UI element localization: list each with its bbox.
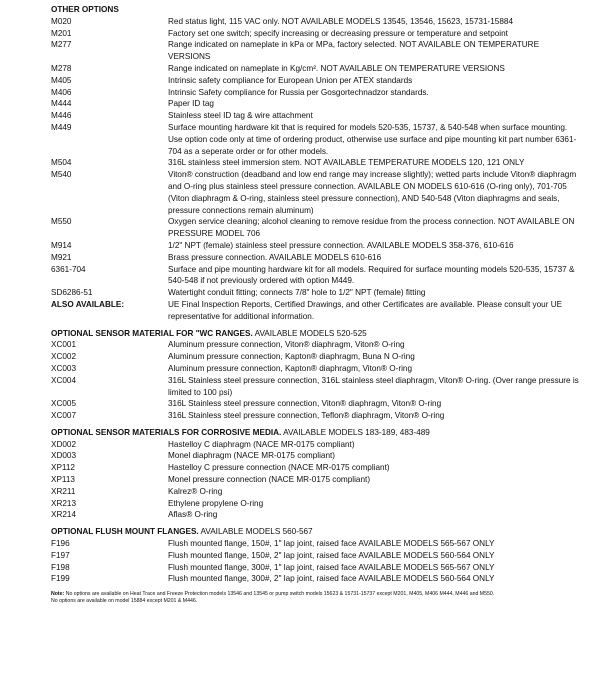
section-title — [51, 328, 586, 340]
option-description: Range indicated on nameplate in Kg/cm². NOT AVAILABLE ON TEMPERATURE VERSIONS — [168, 63, 505, 73]
option-code: F196 — [51, 539, 70, 549]
section-title — [51, 427, 586, 439]
section-title-availability: AVAILABLE MODELS 560-567 — [198, 527, 313, 537]
option-description: 316L stainless steel immersion stem. NOT AVAILABLE TEMPERATURE MODELS 120, 121 ONLY — [168, 158, 525, 168]
option-description: Surface mounting hardware kit that is required for models 520-535, 15737, & 540-548 when surface mounting. Use option code only at time of ordering product, otherwise use surface and pipe mounting kit part number 6361-704 as a seperate order or for other models. — [168, 122, 577, 156]
option-description: Brass pressure connection. AVAILABLE MODELS 610-616 — [168, 252, 382, 262]
option-code: M405 — [51, 75, 72, 85]
option-row — [51, 110, 586, 122]
option-description: 316L Stainless steel pressure connection, Teflon® diaphragm, Viton® O-ring — [168, 411, 445, 421]
option-code: XP113 — [51, 475, 75, 485]
option-code: M914 — [51, 240, 72, 250]
option-code: M446 — [51, 111, 72, 121]
option-description: Watertight conduit fitting; connects 7/8" hole to 1/2" NPT (female) fitting — [168, 288, 426, 298]
footnote-line-1 — [51, 591, 586, 598]
option-code: XC004 — [51, 375, 77, 385]
option-code: F197 — [51, 550, 70, 560]
option-description: Flush mounted flange, 150#, 1" lap joint, raised face AVAILABLE MODELS 565-567 ONLY — [168, 539, 495, 549]
option-code: M444 — [51, 99, 72, 109]
option-code: F199 — [51, 574, 70, 584]
option-section — [51, 328, 586, 422]
option-row — [51, 75, 586, 87]
option-row — [51, 375, 586, 399]
option-row — [51, 550, 586, 562]
section-title — [51, 4, 586, 16]
option-sections — [51, 4, 586, 585]
option-code: XC001 — [51, 340, 77, 350]
option-row — [51, 28, 586, 40]
option-description: Flush mounted flange, 300#, 1" lap joint, raised face AVAILABLE MODELS 565-567 ONLY — [168, 562, 495, 572]
option-code: XR211 — [51, 486, 76, 496]
option-row — [51, 498, 586, 510]
option-code: M406 — [51, 87, 72, 97]
section-title-text: OTHER OPTIONS — [51, 5, 119, 14]
option-row — [51, 264, 586, 288]
option-description: Flush mounted flange, 300#, 2" lap joint, raised face AVAILABLE MODELS 560-564 ONLY — [168, 574, 495, 584]
option-code: XC007 — [51, 411, 77, 421]
section-title-text: OPTIONAL FLUSH MOUNT FLANGES. — [51, 527, 199, 537]
option-code: M540 — [51, 170, 72, 180]
footnote-line-2: No options are available on model 15884 except M201 & M446. — [51, 598, 198, 605]
option-code: M277 — [51, 40, 72, 50]
option-description: 316L Stainless steel pressure connection, 316L stainless steel diaphragm, Viton® O-ring. (Over range pressure is limited to 100 psi) — [168, 375, 579, 397]
footnote-label: Note: — [51, 591, 65, 598]
option-row — [51, 287, 586, 299]
option-description: Kalrez® O-ring — [168, 486, 223, 496]
option-row — [51, 169, 586, 216]
section-title-availability: AVAILABLE MODELS 183-189, 483-489 — [281, 427, 430, 437]
option-section — [51, 526, 586, 585]
option-description: Viton® construction (deadband and low end range may increase slightly); wetted parts include Viton® diaphragm and O-ring plus stainless steel pressure connection. AVAILABLE ON MODELS 610-616 (O-ring only), 701-705 (Viton diaphragm & O-ring, stainless steel pressure connection), AND 540-548 (Viton diaphragms and seals, pressure connections remain aluminum) — [168, 170, 577, 215]
option-code: XR214 — [51, 510, 77, 520]
option-code: ALSO AVAILABLE: — [51, 299, 125, 309]
option-code: SD6286-51 — [51, 288, 93, 298]
option-row — [51, 87, 586, 99]
option-code: XP112 — [51, 463, 75, 473]
option-code: M550 — [51, 217, 72, 227]
option-description: Aflas® O-ring — [168, 510, 218, 520]
option-row — [51, 410, 586, 422]
option-row — [51, 240, 586, 252]
option-row — [51, 573, 586, 585]
option-row — [51, 122, 586, 157]
option-code: M020 — [51, 16, 72, 26]
section-title-text: OPTIONAL SENSOR MATERIAL FOR "WC RANGES. — [51, 328, 253, 338]
option-row — [51, 363, 586, 375]
document — [51, 4, 586, 605]
footnote-text-1: No options are available on Heat Trace and Freeze Protection models 13546 and 13545 or pump switch models 15623 & 15731-15737 except M201, M405, M406 M444, M446 and M550. — [64, 591, 495, 598]
option-row — [51, 439, 586, 451]
option-description: Flush mounted flange, 150#, 2" lap joint, raised face AVAILABLE MODELS 560-564 ONLY — [168, 550, 495, 560]
section-title — [51, 526, 586, 538]
option-row — [51, 157, 586, 169]
option-description: Monel diaphragm (NACE MR-0175 compliant) — [168, 451, 336, 461]
option-row — [51, 16, 586, 28]
option-description: Aluminum pressure connection, Viton® diaphragm, Viton® O-ring — [168, 340, 405, 350]
option-code: M504 — [51, 158, 72, 168]
option-code: M921 — [51, 252, 72, 262]
option-row — [51, 509, 586, 521]
footnote — [51, 591, 586, 605]
option-code: XR213 — [51, 498, 77, 508]
option-section — [51, 4, 586, 323]
option-code: XC002 — [51, 352, 77, 362]
option-row — [51, 98, 586, 110]
option-code: XD003 — [51, 451, 77, 461]
option-description: Intrinsic Safety compliance for Russia per Gosgortechnadzor standards. — [168, 87, 429, 97]
option-description: Stainless steel ID tag & wire attachment — [168, 111, 313, 121]
option-code: F198 — [51, 562, 70, 572]
section-title-availability: AVAILABLE MODELS 520-525 — [252, 328, 367, 338]
option-description: Factory set one switch; specify increasing or decreasing pressure or temperature and setpoint — [168, 28, 508, 38]
option-row — [51, 339, 586, 351]
option-description: Intrinsic safety compliance for European Union per ATEX standards — [168, 75, 413, 85]
option-description: Aluminum pressure connection, Kapton® diaphragm, Buna N O-ring — [168, 352, 415, 362]
option-row — [51, 462, 586, 474]
option-row — [51, 39, 586, 63]
option-description: Ethylene propylene O-ring — [168, 498, 264, 508]
option-description: UE Final Inspection Reports, Certified Drawings, and other Certificates are available. Please consult your UE representative for additional information. — [168, 299, 563, 321]
option-row — [51, 351, 586, 363]
option-code: XD002 — [51, 439, 77, 449]
option-row — [51, 562, 586, 574]
option-row — [51, 474, 586, 486]
option-description: Red status light, 115 VAC only. NOT AVAILABLE MODELS 13545, 13546, 15623, 15731-15884 — [168, 16, 513, 26]
option-description: Aluminum pressure connection, Kapton® diaphragm, Viton® O-ring — [168, 363, 413, 373]
option-code: 6361-704 — [51, 264, 86, 274]
option-code: XC005 — [51, 399, 77, 409]
option-row — [51, 63, 586, 75]
option-row — [51, 486, 586, 498]
option-description: Surface and pipe mounting hardware kit for all models. Required for surface mounting models 520-535, 15737 & 540-548 if not previously ordered with option M449. — [168, 264, 575, 286]
option-description: Monel pressure connection (NACE MR-0175 compliant) — [168, 475, 371, 485]
option-description: 1/2" NPT (female) stainless steel pressure connection. AVAILABLE MODELS 358-376, 610-616 — [168, 240, 514, 250]
option-code: M449 — [51, 122, 72, 132]
option-code: M278 — [51, 63, 72, 73]
option-section — [51, 427, 586, 521]
option-row — [51, 252, 586, 264]
option-row — [51, 398, 586, 410]
option-row — [51, 450, 586, 462]
option-row — [51, 299, 586, 323]
option-row — [51, 216, 586, 240]
option-row — [51, 538, 586, 550]
option-description: Range indicated on nameplate in kPa or MPa, factory selected. NOT AVAILABLE ON TEMPERATURE VERSIONS — [168, 40, 540, 62]
option-description: Paper ID tag — [168, 99, 214, 109]
option-code: M201 — [51, 28, 72, 38]
option-description: Hastelloy C pressure connection (NACE MR-0175 compliant) — [168, 463, 390, 473]
section-title-text: OPTIONAL SENSOR MATERIALS FOR CORROSIVE MEDIA. — [51, 427, 282, 437]
option-description: Hastelloy C diaphragm (NACE MR-0175 compliant) — [168, 439, 355, 449]
option-description: 316L Stainless steel pressure connection, Viton® diaphragm, Viton® O-ring — [168, 399, 442, 409]
option-description: Oxygen service cleaning; alcohol cleaning to remove residue from the process connection. NOT AVAILABLE ON PRESSURE MODEL 706 — [168, 217, 575, 239]
option-code: XC003 — [51, 363, 77, 373]
